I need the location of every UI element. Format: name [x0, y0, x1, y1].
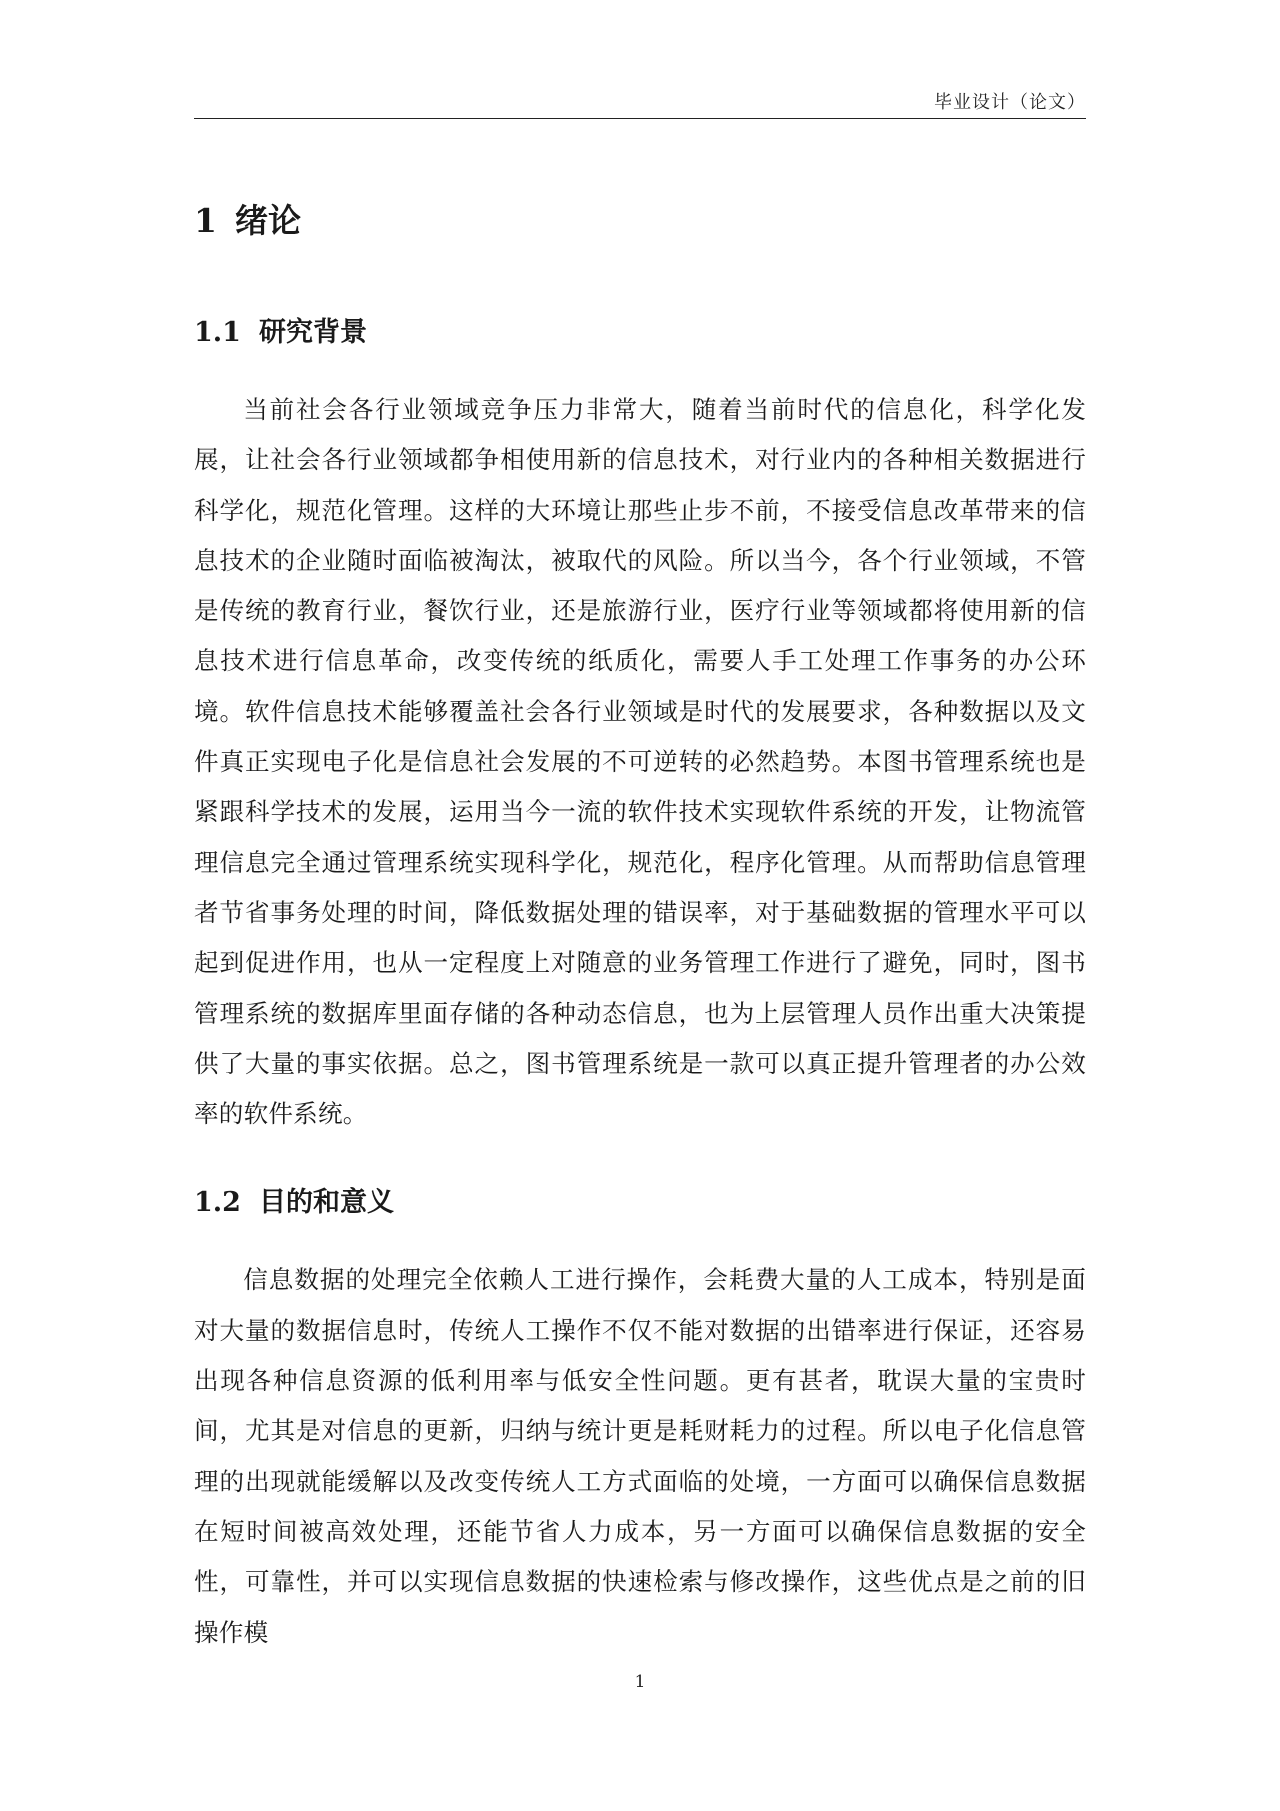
section-title-text: 研究背景	[258, 317, 367, 348]
page-number: 1	[634, 1672, 646, 1692]
section-title-text: 目的和意义	[258, 1187, 394, 1219]
page-content	[194, 195, 1086, 1658]
section-title-purpose	[194, 1181, 1086, 1225]
section-number: 1.2	[194, 1187, 241, 1219]
paragraph-background: 当前社会各行业领域竞争压力非常大，随着当前时代的信息化，科学化发展，让社会各行业领域都争相使用新的信息技术，对行业内的各种相关数据进行科学化，规范化管理。这样的大环境让那些止步不前，不接受信息改革带来的信息技术的企业随时面临被淘汰，被取代的风险。所以当今，各个行业领域，不管是传统的教育行业，餐饮行业，还是旅游行业，医疗行业等领域都将使用新的信息技术进行信息革命，改变传统的纸质化，需要人手工处理工作事务的办公环境。软件信息技术能够覆盖社会各行业领域是时代的发展要求，各种数据以及文件真正实现电子化是信息社会发展的不可逆转的必然趋势。本图书管理系统也是紧跟科学技术的发展，运用当今一流的软件技术实现软件系统的开发，让物流管理信息完全通过管理系统实现科学化，规范化，程序化管理。从而帮助信息管理者节省事务处理的时间，降低数据处理的错误率，对于基础数据的管理水平可以起到促进作用，也从一定程度上对随意的业务管理工作进行了避免，同时，图书管理系统的数据库里面存储的各种动态信息，也为上层管理人员作出重大决策提供了大量的事实依据。总之，图书管理系统是一款可以真正提升管理者的办公效率的软件系统。	[194, 395, 1086, 1129]
running-header: 毕业设计（论文）	[934, 92, 1086, 113]
section-number: 1.1	[194, 317, 241, 348]
header-rule	[194, 118, 1086, 119]
chapter-number: 1	[194, 201, 217, 240]
section-title-background	[194, 311, 1086, 355]
paragraph-purpose: 信息数据的处理完全依赖人工进行操作，会耗费大量的人工成本，特别是面对大量的数据信息时，传统人工操作不仅不能对数据的出错率进行保证，还容易出现各种信息资源的低利用率与低安全性问题。更有甚者，耽误大量的宝贵时间，尤其是对信息的更新，归纳与统计更是耗财耗力的过程。所以电子化信息管理的出现就能缓解以及改变传统人工方式面临的处境，一方面可以确保信息数据在短时间被高效处理，还能节省人力成本，另一方面可以确保信息数据的安全性，可靠性，并可以实现信息数据的快速检索与修改操作，这些优点是之前的旧操作模	[194, 1265, 1086, 1647]
chapter-title	[194, 195, 1086, 247]
chapter-title-text: 绪论	[234, 201, 301, 240]
